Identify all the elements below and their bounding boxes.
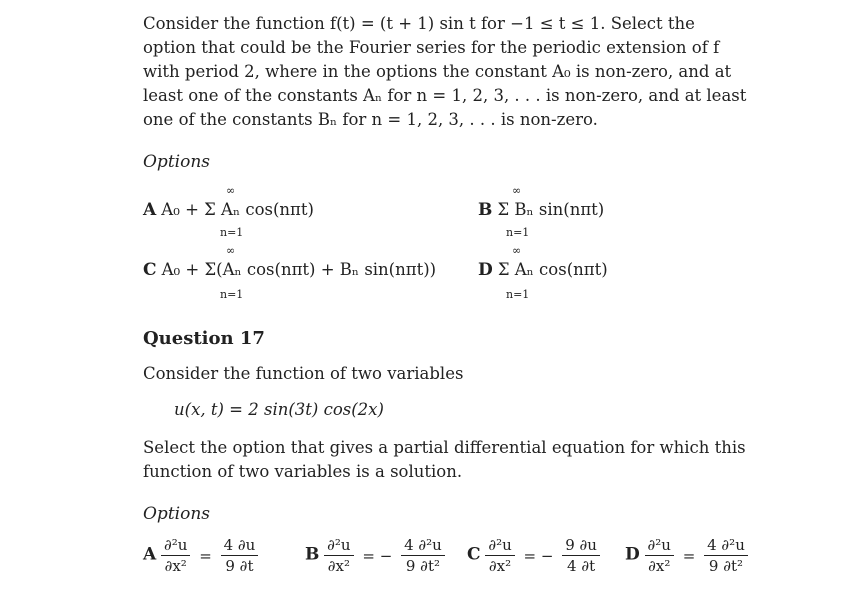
q16-line-5: one of the constants Bₙ for n = 1, 2, 3, . . . is non-zero. — [143, 110, 598, 129]
q17-title: Question 17 — [143, 328, 265, 349]
rhs-den: 9 ∂t² — [708, 557, 744, 575]
sum-lower-b: n=1 — [506, 226, 530, 239]
q16-option-d[interactable] — [478, 258, 608, 282]
q17-function: u(x, t) = 2 sin(3t) cos(2x) — [174, 400, 384, 419]
q16-option-b[interactable] — [478, 198, 604, 222]
lhs-fraction — [645, 536, 674, 575]
sum-upper-a: ∞ — [226, 184, 236, 197]
rhs-fraction — [401, 536, 445, 575]
rhs-fraction — [221, 536, 259, 575]
q17-option-a[interactable] — [143, 536, 258, 575]
q16-option-b-label: B — [478, 200, 493, 220]
q17-intro: Consider the function of two variables — [143, 364, 464, 383]
lhs-num: ∂²u — [161, 536, 190, 556]
relation: = — [682, 546, 696, 565]
q17-option-b-label: B — [305, 544, 320, 565]
rhs-num: 9 ∂u — [562, 536, 600, 556]
q17-option-c[interactable] — [467, 536, 600, 575]
q17-option-b[interactable] — [305, 536, 445, 575]
q17-option-a-label: A — [143, 544, 157, 565]
q16-option-a[interactable] — [143, 198, 314, 222]
q17-option-d-label: D — [625, 544, 640, 565]
lhs-den: ∂x² — [488, 557, 512, 575]
sum-lower-d: n=1 — [506, 288, 530, 301]
q16-option-b-expr: Σ Bₙ sin(nπt) — [497, 200, 605, 219]
lhs-den: ∂x² — [648, 557, 671, 575]
q17-option-d[interactable] — [625, 536, 748, 575]
sum-lower-a: n=1 — [220, 226, 244, 239]
rhs-num: 4 ∂²u — [704, 536, 748, 556]
lhs-fraction — [161, 536, 190, 575]
rhs-den: 4 ∂t — [567, 557, 596, 575]
lhs-num: ∂²u — [645, 536, 674, 556]
q17-options-heading: Options — [143, 504, 210, 524]
rhs-num: 4 ∂²u — [401, 536, 445, 556]
q17-option-c-label: C — [467, 544, 481, 565]
q16-option-a-label: A — [143, 200, 157, 220]
q16-options-heading: Options — [143, 152, 210, 172]
sum-upper-b: ∞ — [512, 184, 522, 197]
q17-prompt-line-2: function of two variables is a solution. — [143, 462, 463, 481]
sum-upper-d: ∞ — [512, 244, 522, 257]
lhs-den: ∂x² — [164, 557, 187, 575]
relation: = − — [362, 546, 393, 565]
lhs-den: ∂x² — [327, 557, 350, 575]
q16-option-a-expr: A₀ + Σ Aₙ cos(nπt) — [161, 200, 314, 219]
relation: = − — [523, 546, 554, 565]
q16-line-2: option that could be the Fourier series for the periodic extension of f — [143, 38, 720, 57]
q16-line-1: Consider the function f(t) = (t + 1) sin t for −1 ≤ t ≤ 1. Select the — [143, 14, 695, 33]
sum-upper-c: ∞ — [226, 244, 236, 257]
q16-option-d-label: D — [478, 260, 493, 280]
q16-option-c[interactable] — [143, 258, 436, 282]
q16-option-c-expr: A₀ + Σ(Aₙ cos(nπt) + Bₙ sin(nπt)) — [161, 260, 437, 279]
lhs-fraction — [324, 536, 353, 575]
rhs-fraction — [562, 536, 600, 575]
rhs-fraction — [704, 536, 748, 575]
relation: = — [199, 546, 212, 565]
lhs-num: ∂²u — [485, 536, 514, 556]
q16-line-3: with period 2, where in the options the constant A₀ is non-zero, and at — [143, 62, 732, 81]
q16-option-d-expr: Σ Aₙ cos(nπt) — [497, 260, 608, 279]
rhs-den: 9 ∂t — [225, 557, 254, 575]
sum-lower-c: n=1 — [220, 288, 244, 301]
lhs-fraction — [485, 536, 514, 575]
rhs-num: 4 ∂u — [221, 536, 259, 556]
q17-prompt-line-1: Select the option that gives a partial differential equation for which this — [143, 438, 746, 457]
rhs-den: 9 ∂t² — [405, 557, 440, 575]
q16-line-4: least one of the constants Aₙ for n = 1, 2, 3, . . . is non-zero, and at least — [143, 86, 747, 105]
lhs-num: ∂²u — [324, 536, 353, 556]
q16-option-c-label: C — [143, 260, 157, 280]
